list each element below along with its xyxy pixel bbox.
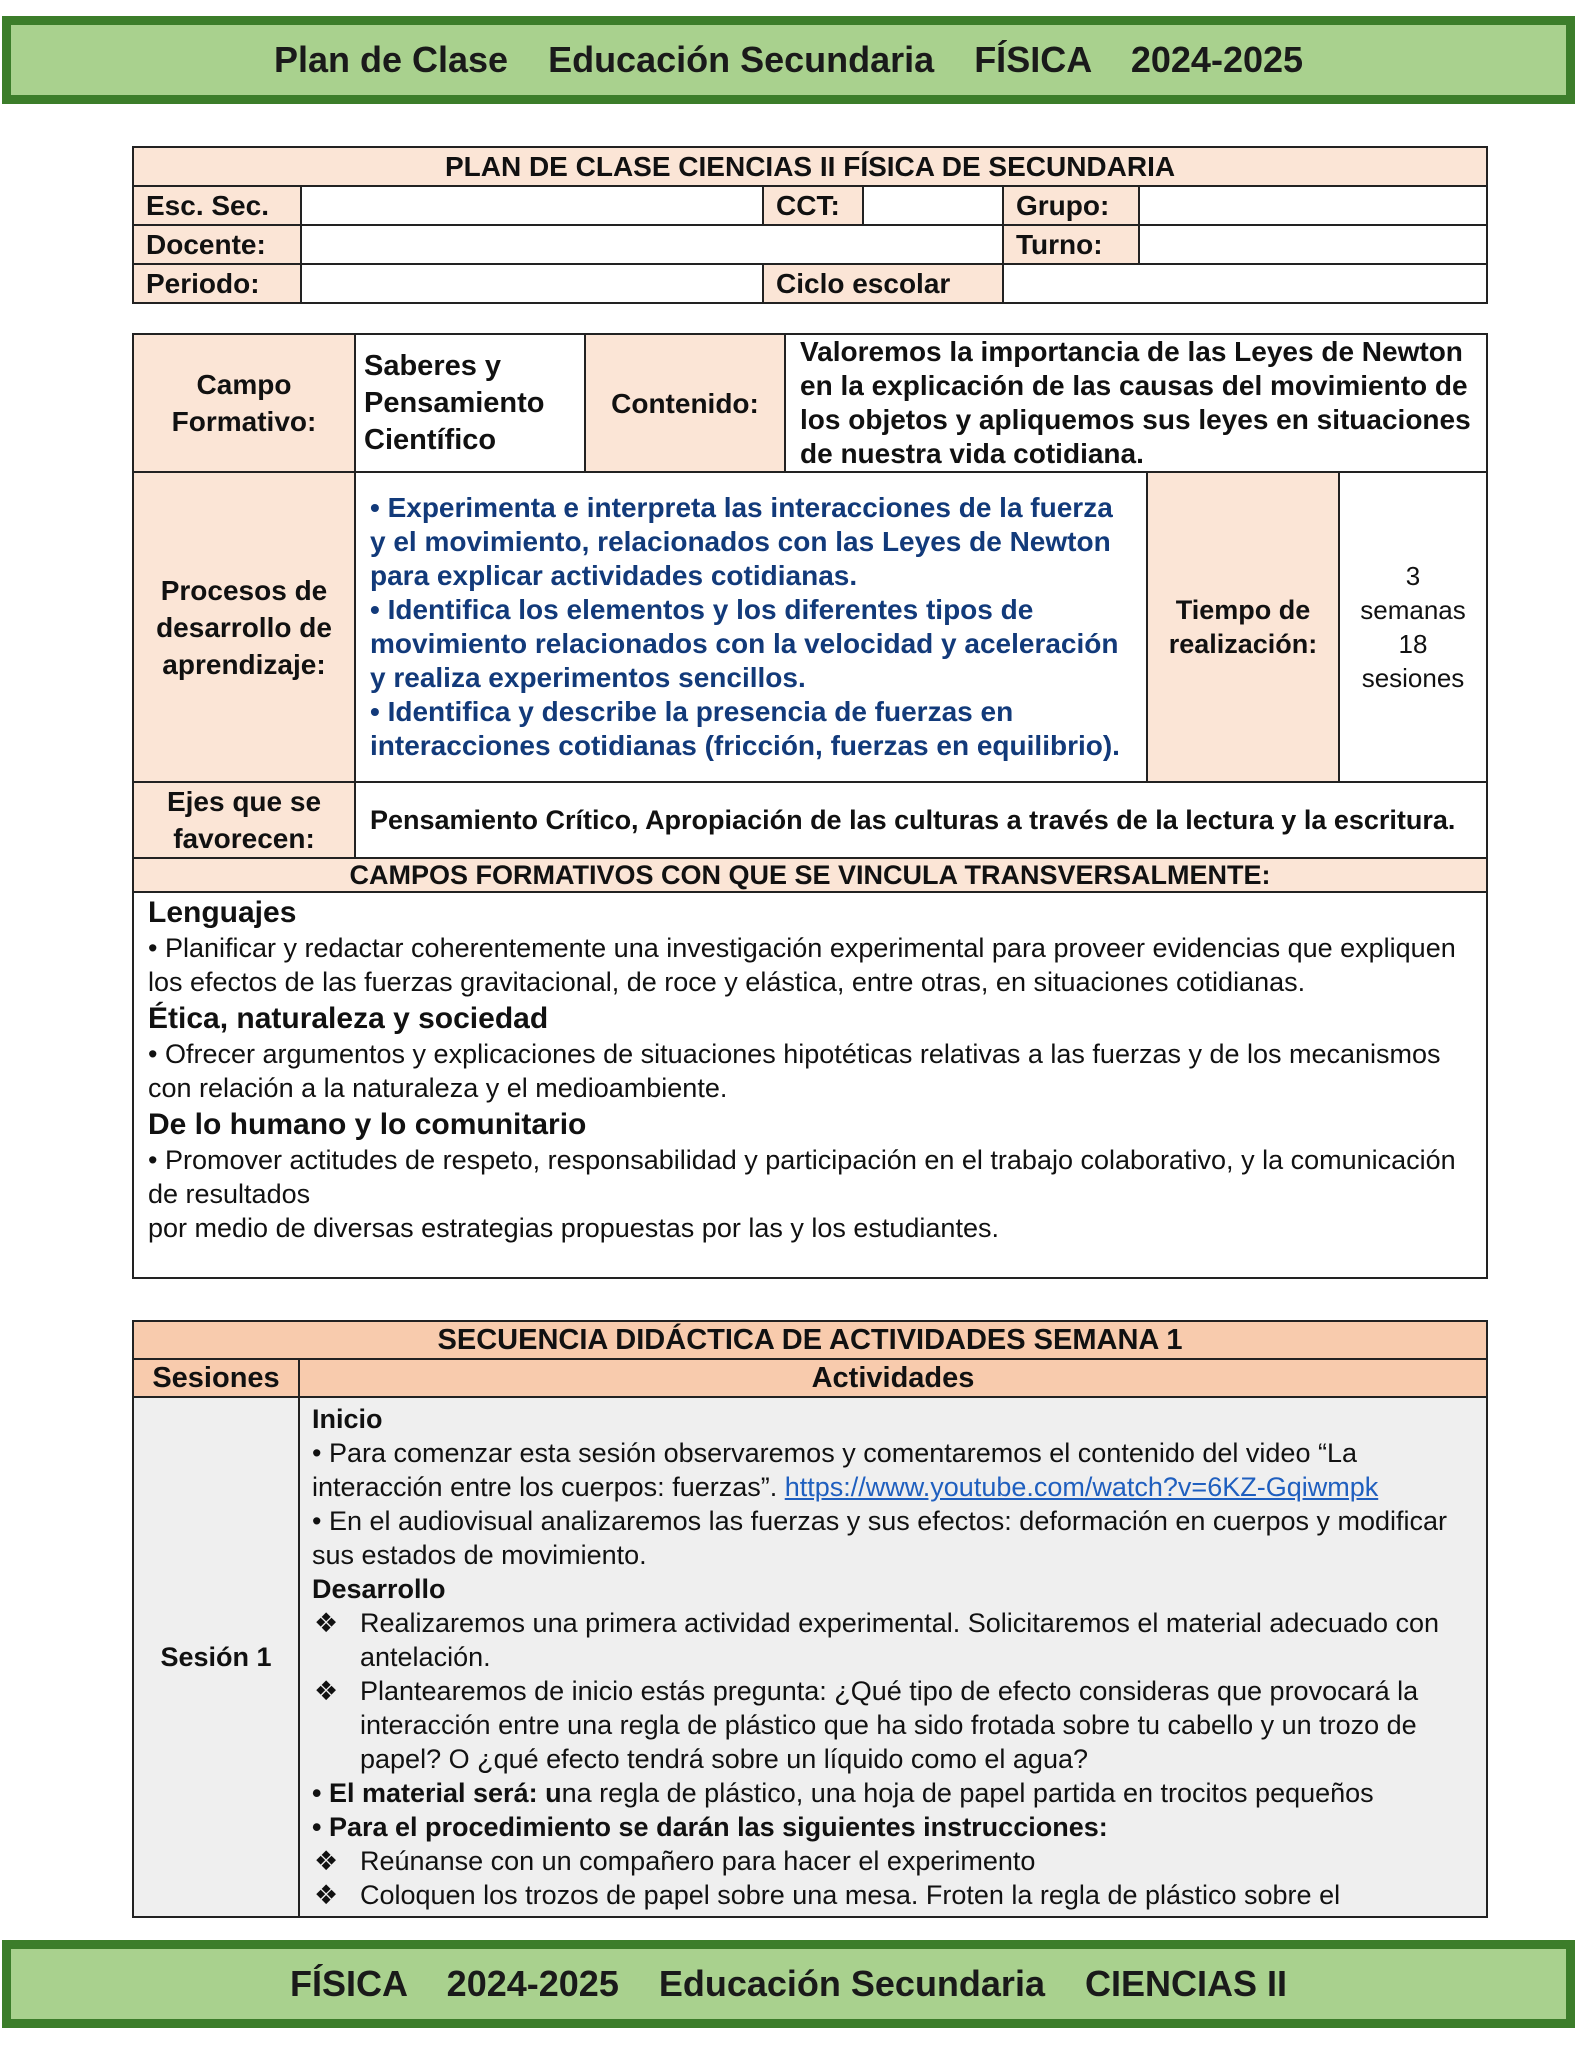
col-header-actividades: Actividades (299, 1359, 1487, 1397)
inicio-item: • Para comenzar esta sesión observaremos y comentaremos el contenido del video “La interacción entre los cuerpos: fuerzas”. https://www.youtube.com/watch?v=6KZ-Gqiwmpk (312, 1438, 1379, 1502)
campo-text: • Ofrecer argumentos y explicaciones de situaciones hipotéticas relativas a las fuerzas y de los mecanismos con relación a la naturaleza y el medioambiente. (148, 1039, 1441, 1103)
step-item: ❖ Coloquen los trozos de papel sobre una mesa. Froten la regla de plástico sobre el (314, 1880, 1341, 1910)
tiempo-label: Tiempo de realización: (1147, 472, 1339, 782)
procesos-label: Procesos de desarrollo de aprendizaje: (133, 472, 355, 782)
campo-text-continued: por medio de diversas estrategias propuestas por las y los estudiantes. (148, 1213, 999, 1243)
periodo-field[interactable] (301, 264, 763, 303)
campo-formativo-value: Saberes y Pensamiento Científico (355, 334, 585, 472)
contenido-label: Contenido: (585, 334, 785, 472)
turno-field[interactable] (1139, 225, 1487, 264)
session-label: Sesión 1 (133, 1397, 299, 1917)
desarrollo-item: ❖ Realizaremos una primera actividad experimental. Solicitaremos el material adecuado con antelación. (314, 1608, 1440, 1672)
docente-label: Docente: (133, 225, 301, 264)
ciclo-escolar-label: Ciclo escolar (763, 264, 1003, 303)
turno-label: Turno: (1003, 225, 1139, 264)
header-banner: Plan de Clase Educación Secundaria FÍSICA 2024-2025 (2, 16, 1575, 104)
procedimiento-item: • Para el procedimiento se darán las siguientes instrucciones: (312, 1812, 1108, 1842)
campos-header: CAMPOS FORMATIVOS CON QUE SE VINCULA TRANSVERSALMENTE: (133, 858, 1487, 892)
grupo-label: Grupo: (1003, 186, 1139, 225)
grupo-field[interactable] (1139, 186, 1487, 225)
ciclo-escolar-field[interactable] (1003, 264, 1487, 303)
campo-title: De lo humano y lo comunitario (148, 1108, 587, 1141)
diamond-bullet-icon: ❖ (314, 1846, 339, 1876)
campo-title: Ética, naturaleza y sociedad (148, 1002, 549, 1035)
col-header-sesiones: Sesiones (133, 1359, 299, 1397)
esc-sec-field[interactable] (301, 186, 763, 225)
sequence-title: SECUENCIA DIDÁCTICA DE ACTIVIDADES SEMANA 1 (133, 1321, 1487, 1359)
footer-banner: FÍSICA 2024-2025 Educación Secundaria CIENCIAS II (2, 1940, 1575, 2028)
campo-text: • Promover actitudes de respeto, responsabilidad y participación en el trabajo colaborativo, y la comunicación de resultados (148, 1145, 1456, 1209)
diamond-bullet-icon: ❖ (314, 1608, 339, 1638)
inicio-heading: Inicio (312, 1404, 383, 1434)
desarrollo-item: ❖ Plantearemos de inicio estás pregunta: ¿Qué tipo de efecto consideras que provocará la interacción entre una regla de plástico que ha sido frotada sobre tu cabello y un trozo de papel? O ¿qué efecto tendrá sobre un líquido como el agua? (314, 1676, 1419, 1774)
info-table (132, 146, 1488, 304)
ejes-value: Pensamiento Crítico, Apropiación de las culturas a través de la lectura y la escritura. (355, 782, 1487, 858)
step-item: ❖ Reúnanse con un compañero para hacer el experimento (314, 1846, 1036, 1876)
material-item: • El material será: una regla de plástico, una hoja de papel partida en trocitos pequeños (312, 1778, 1374, 1808)
contenido-value: Valoremos la importancia de las Leyes de Newton en la explicación de las causas del movimiento de los objetos y apliquemos sus leyes en situaciones de nuestra vida cotidiana. (785, 334, 1487, 472)
proceso-item: • Experimenta e interpreta las interacciones de la fuerza y el movimiento, relacionados con las Leyes de Newton para explicar actividades cotidianas. (370, 492, 1113, 591)
session-activities (299, 1397, 1487, 1917)
proceso-item: • Identifica y describe la presencia de fuerzas en interacciones cotidianas (fricción, fuerzas en equilibrio). (370, 696, 1120, 761)
diamond-bullet-icon: ❖ (314, 1676, 339, 1706)
ejes-label: Ejes que se favorecen: (133, 782, 355, 858)
video-link[interactable]: https://www.youtube.com/watch?v=6KZ-Gqiwmpk (784, 1472, 1379, 1502)
proceso-item: • Identifica los elementos y los diferentes tipos de movimiento relacionados con la velocidad y aceleración y realiza experimentos sencillos. (370, 594, 1119, 693)
info-table-title: PLAN DE CLASE CIENCIAS II FÍSICA DE SECUNDARIA (133, 147, 1487, 186)
campos-transversales (133, 892, 1487, 1278)
periodo-label: Periodo: (133, 264, 301, 303)
campo-text: • Planificar y redactar coherentemente una investigación experimental para proveer evidencias que expliquen los efectos de las fuerzas gravitacional, de roce y elástica, entre otras, en situaciones cotidianas. (148, 933, 1456, 997)
tiempo-value: 3 semanas 18 sesiones (1339, 472, 1487, 782)
cct-label: CCT: (763, 186, 863, 225)
esc-sec-label: Esc. Sec. (133, 186, 301, 225)
docente-field[interactable] (301, 225, 1003, 264)
campo-formativo-label: Campo Formativo: (133, 334, 355, 472)
plan-table (132, 333, 1488, 1279)
inicio-item: • En el audiovisual analizaremos las fuerzas y sus efectos: deformación en cuerpos y modificar sus estados de movimiento. (312, 1506, 1448, 1570)
sequence-table (132, 1320, 1488, 1918)
cct-field[interactable] (863, 186, 1003, 225)
desarrollo-heading: Desarrollo (312, 1574, 446, 1604)
campo-title: Lenguajes (148, 896, 297, 929)
procesos-list (355, 472, 1147, 782)
diamond-bullet-icon: ❖ (314, 1880, 339, 1910)
